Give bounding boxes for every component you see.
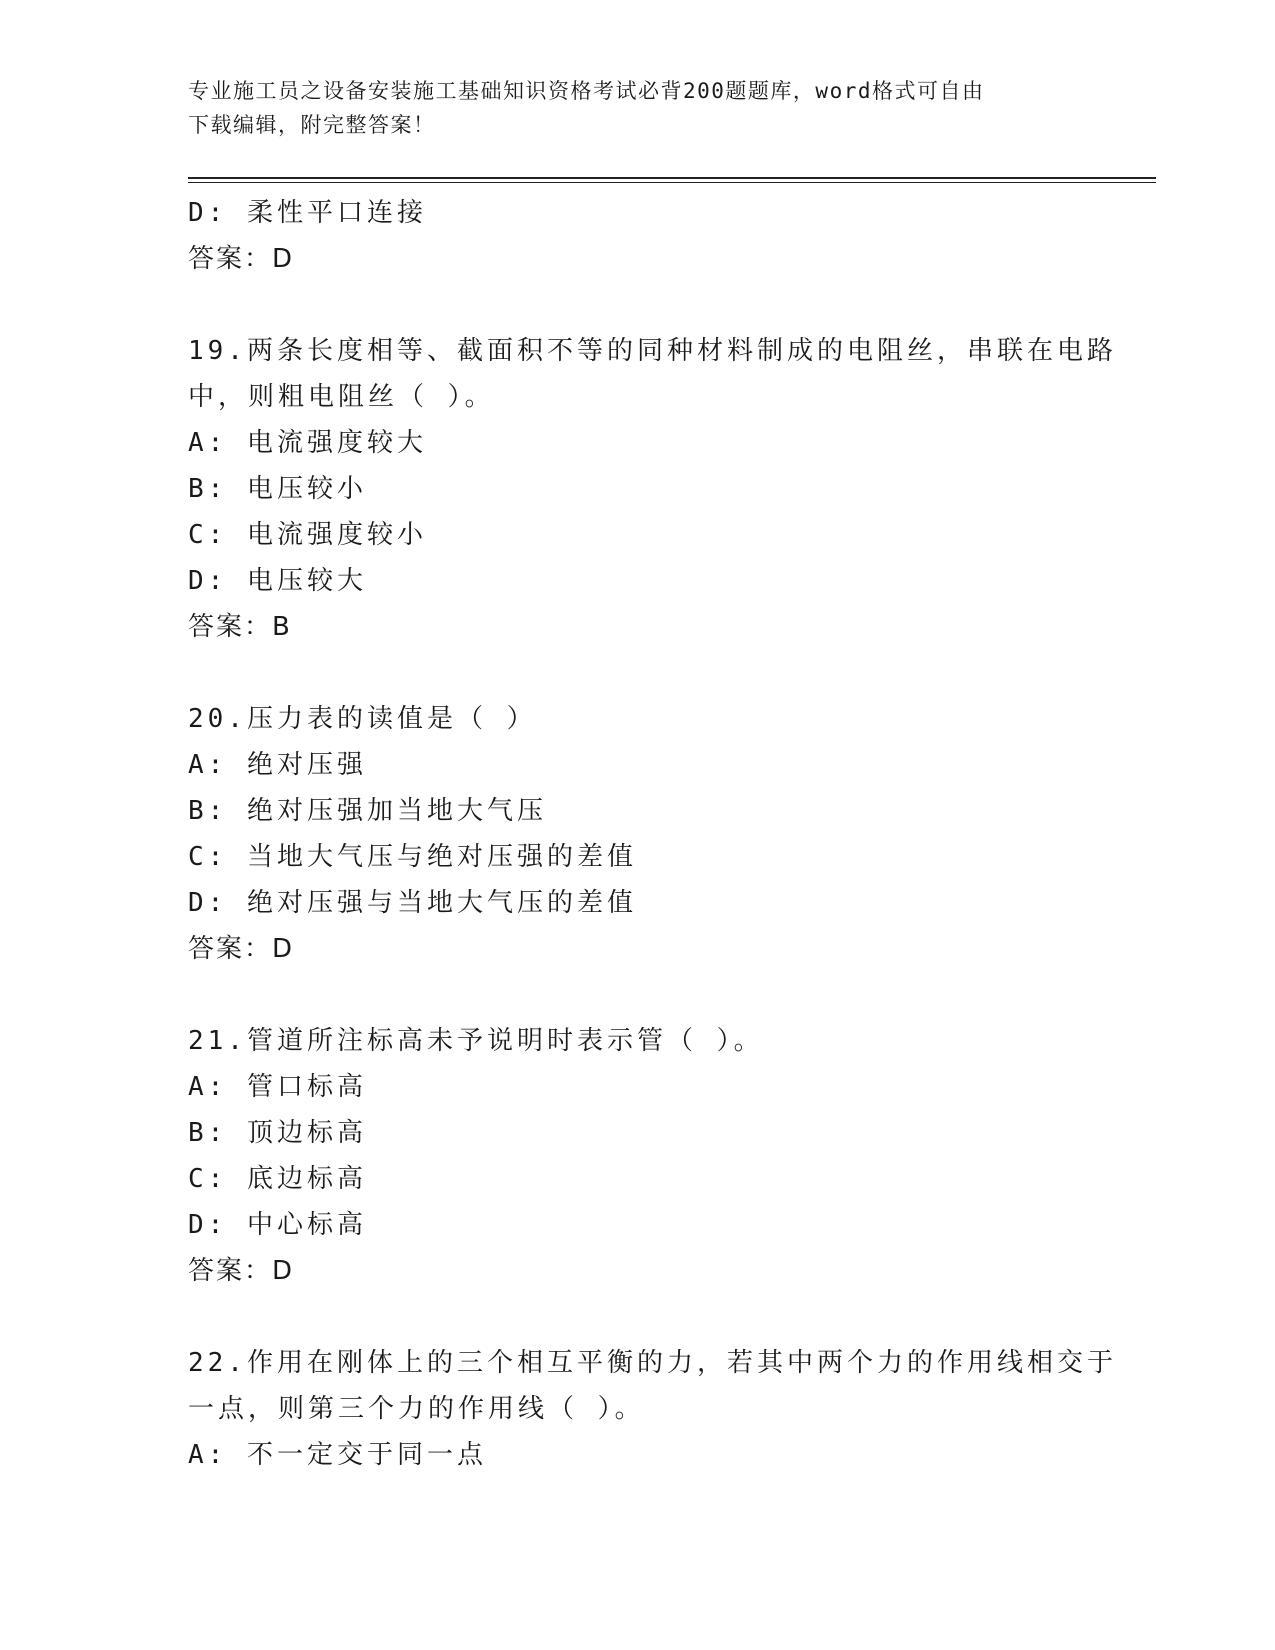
answer: 答案：D (188, 244, 295, 274)
document-header (188, 74, 1088, 142)
header-divider-thin (188, 182, 1156, 183)
question-stem: 一点，则第三个力的作用线（ ）。 (188, 1394, 645, 1424)
header-divider-thick (188, 177, 1156, 179)
option-a: A: 电流强度较大 (188, 428, 427, 458)
spacer (188, 1294, 1088, 1340)
answer: 答案：D (188, 1256, 295, 1286)
question-stem: 21.管道所注标高未予说明时表示管（ ）。 (188, 1026, 764, 1056)
question-21 (188, 1018, 1088, 1294)
option-d: D: 电压较大 (188, 566, 367, 596)
option-c: C: 底边标高 (188, 1164, 367, 1194)
option-c: C: 电流强度较小 (188, 520, 427, 550)
question-22 (188, 1340, 1117, 1478)
spacer (188, 972, 1088, 1018)
header-line-1: 专业施工员之设备安装施工基础知识资格考试必背200题题库，word格式可自由 (188, 79, 985, 103)
question-stem: 22.作用在刚体上的三个相互平衡的力，若其中两个力的作用线相交于 (188, 1348, 1117, 1378)
question-stem: 20.压力表的读值是（ ） (188, 704, 537, 734)
option-b: B: 顶边标高 (188, 1118, 367, 1148)
option-d: D: 中心标高 (188, 1210, 367, 1240)
option-a: A: 管口标高 (188, 1072, 367, 1102)
spacer (188, 282, 1088, 328)
option-d: D: 柔性平口连接 (188, 198, 427, 228)
option-b: B: 绝对压强加当地大气压 (188, 796, 547, 826)
option-a: A: 不一定交于同一点 (188, 1440, 487, 1470)
option-b: B: 电压较小 (188, 474, 367, 504)
option-a: A: 绝对压强 (188, 750, 367, 780)
option-c: C: 当地大气压与绝对压强的差值 (188, 842, 637, 872)
question-20 (188, 696, 1088, 972)
spacer (188, 650, 1088, 696)
answer: 答案：D (188, 934, 295, 964)
answer: 答案：B (188, 612, 292, 642)
header-line-2: 下载编辑，附完整答案！ (188, 113, 436, 137)
option-d: D: 绝对压强与当地大气压的差值 (188, 888, 637, 918)
question-stem: 中，则粗电阻丝（ ）。 (188, 382, 495, 412)
question-stem: 19.两条长度相等、截面积不等的同种材料制成的电阻丝，串联在电路 (188, 336, 1117, 366)
question-19 (188, 328, 1117, 650)
document-body (188, 190, 1117, 1478)
